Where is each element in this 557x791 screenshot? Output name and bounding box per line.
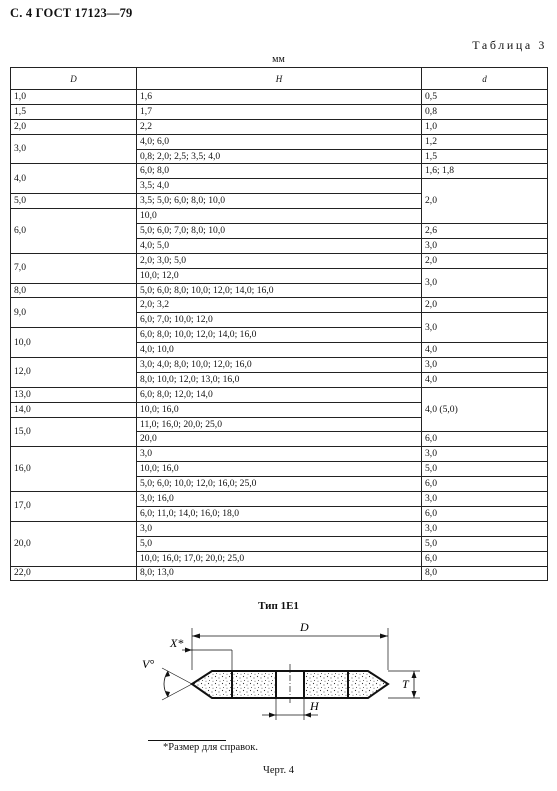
footnote-rule: [148, 740, 226, 741]
dimension-x: [169, 636, 232, 670]
table-row: [11, 358, 548, 373]
footnote: *Размер для справок.: [163, 742, 259, 753]
cell-H: 10,0: [137, 209, 422, 224]
cell-d: 6,0: [422, 551, 548, 566]
cell-H: 5,0; 6,0; 8,0; 10,0; 12,0; 14,0; 16,0: [137, 283, 422, 298]
cell-D: 9,0: [11, 298, 137, 328]
cell-D: 4,0: [11, 164, 137, 194]
cell-D: 17,0: [11, 492, 137, 522]
cell-H: 2,2: [137, 119, 422, 134]
cell-D: 2,0: [11, 119, 137, 134]
cell-D: 15,0: [11, 417, 137, 447]
cell-D: 8,0: [11, 283, 137, 298]
cell-d: 5,0: [422, 462, 548, 477]
cell-D: 14,0: [11, 402, 137, 417]
cell-H: 3,0; 16,0: [137, 492, 422, 507]
table-body: [11, 90, 548, 581]
cell-H: 4,0; 6,0: [137, 134, 422, 149]
label-d: D: [300, 620, 309, 634]
cell-H: 5,0; 6,0; 7,0; 8,0; 10,0: [137, 224, 422, 239]
cell-H: 1,6: [137, 90, 422, 105]
cell-H: 6,0; 8,0; 12,0; 14,0: [137, 387, 422, 402]
dimension-h: [262, 698, 320, 720]
cell-d: 4,0 (5,0): [422, 387, 548, 432]
cell-d: 6,0: [422, 477, 548, 492]
cell-d: 1,5: [422, 149, 548, 164]
cell-d: 3,0: [422, 492, 548, 507]
cell-d: 5,0: [422, 536, 548, 551]
cell-d: 2,0: [422, 298, 548, 313]
angle-v: [142, 657, 192, 700]
cell-H: 10,0; 12,0: [137, 268, 422, 283]
label-t: T: [402, 677, 409, 691]
cell-H: 2,0; 3,0; 5,0: [137, 253, 422, 268]
cell-D: 16,0: [11, 447, 137, 492]
cell-H: 3,0: [137, 447, 422, 462]
table-row: [11, 566, 548, 581]
cell-H: 6,0; 11,0; 14,0; 16,0; 18,0: [137, 506, 422, 521]
cell-D: 12,0: [11, 358, 137, 388]
wheel-drawing: [130, 612, 430, 730]
cell-d: 0,5: [422, 90, 548, 105]
cell-D: 20,0: [11, 521, 137, 566]
label-v: V°: [142, 657, 155, 671]
table-row: [11, 134, 548, 149]
cell-H: 20,0: [137, 432, 422, 447]
column-header-h: H: [137, 68, 422, 90]
figure-caption: Черт. 4: [263, 765, 294, 776]
cell-d: 4,0: [422, 372, 548, 387]
table-row: [11, 521, 548, 536]
cell-H: 3,5; 5,0; 6,0; 8,0; 10,0: [137, 194, 422, 209]
cell-d: 3,0: [422, 238, 548, 253]
cell-D: 1,5: [11, 104, 137, 119]
cell-d: 2,6: [422, 224, 548, 239]
cell-H: 8,0; 10,0; 12,0; 13,0; 16,0: [137, 372, 422, 387]
table-header-row: [11, 68, 548, 90]
table-units: мм: [272, 54, 285, 65]
table-row: [11, 447, 548, 462]
table-row: [11, 104, 548, 119]
dimension-t: [388, 671, 420, 698]
cell-H: 6,0; 8,0: [137, 164, 422, 179]
cell-d: 1,6; 1,8: [422, 164, 548, 179]
table-row: [11, 298, 548, 313]
cell-D: 13,0: [11, 387, 137, 402]
cell-H: 8,0; 13,0: [137, 566, 422, 581]
cell-d: 0,8: [422, 104, 548, 119]
cell-D: 10,0: [11, 328, 137, 358]
dimension-d: [192, 620, 388, 670]
dimensions-table: [10, 67, 548, 581]
wheel-body: [192, 664, 388, 705]
table-row: [11, 164, 548, 179]
cell-d: 3,0: [422, 521, 548, 536]
cell-d: 3,0: [422, 313, 548, 343]
column-header-d-inner: d: [422, 68, 548, 90]
cell-H: 5,0: [137, 536, 422, 551]
figure-title: Тип 1E1: [258, 600, 299, 612]
table-row: [11, 90, 548, 105]
cell-H: 1,7: [137, 104, 422, 119]
cell-D: 6,0: [11, 209, 137, 254]
cell-d: 3,0: [422, 358, 548, 373]
cell-H: 10,0; 16,0: [137, 402, 422, 417]
cell-H: 0,8; 2,0; 2,5; 3,5; 4,0: [137, 149, 422, 164]
cell-D: 3,0: [11, 134, 137, 164]
cell-D: 1,0: [11, 90, 137, 105]
cell-H: 3,5; 4,0: [137, 179, 422, 194]
cell-H: 6,0; 7,0; 10,0; 12,0: [137, 313, 422, 328]
label-h: H: [310, 699, 319, 713]
table-row: [11, 253, 548, 268]
cell-d: 4,0: [422, 343, 548, 358]
cell-d: 3,0: [422, 447, 548, 462]
cell-H: 3,0; 4,0; 8,0; 10,0; 12,0; 16,0: [137, 358, 422, 373]
table-row: [11, 119, 548, 134]
cell-d: 8,0: [422, 566, 548, 581]
cell-H: 3,0: [137, 521, 422, 536]
cell-H: 6,0; 8,0; 10,0; 12,0; 14,0; 16,0: [137, 328, 422, 343]
label-x: X*: [170, 636, 184, 650]
cell-d: 1,0: [422, 119, 548, 134]
table-row: [11, 492, 548, 507]
column-header-d-outer: D: [11, 68, 137, 90]
cell-H: 10,0; 16,0; 17,0; 20,0; 25,0: [137, 551, 422, 566]
cell-H: 11,0; 16,0; 20,0; 25,0: [137, 417, 422, 432]
page-header: С. 4 ГОСТ 17123—79: [10, 6, 133, 20]
cell-H: 2,0; 3,2: [137, 298, 422, 313]
table-title: Таблица 3: [472, 38, 547, 52]
cell-D: 7,0: [11, 253, 137, 283]
cell-d: 2,0: [422, 179, 548, 224]
cell-d: 1,2: [422, 134, 548, 149]
cell-d: 6,0: [422, 506, 548, 521]
cell-d: 3,0: [422, 268, 548, 298]
cell-d: 2,0: [422, 253, 548, 268]
cell-D: 5,0: [11, 194, 137, 209]
cell-H: 10,0; 16,0: [137, 462, 422, 477]
cell-H: 5,0; 6,0; 10,0; 12,0; 16,0; 25,0: [137, 477, 422, 492]
cell-D: 22,0: [11, 566, 137, 581]
cell-H: 4,0; 5,0: [137, 238, 422, 253]
cell-H: 4,0; 10,0: [137, 343, 422, 358]
cell-d: 6,0: [422, 432, 548, 447]
table-row: [11, 387, 548, 402]
